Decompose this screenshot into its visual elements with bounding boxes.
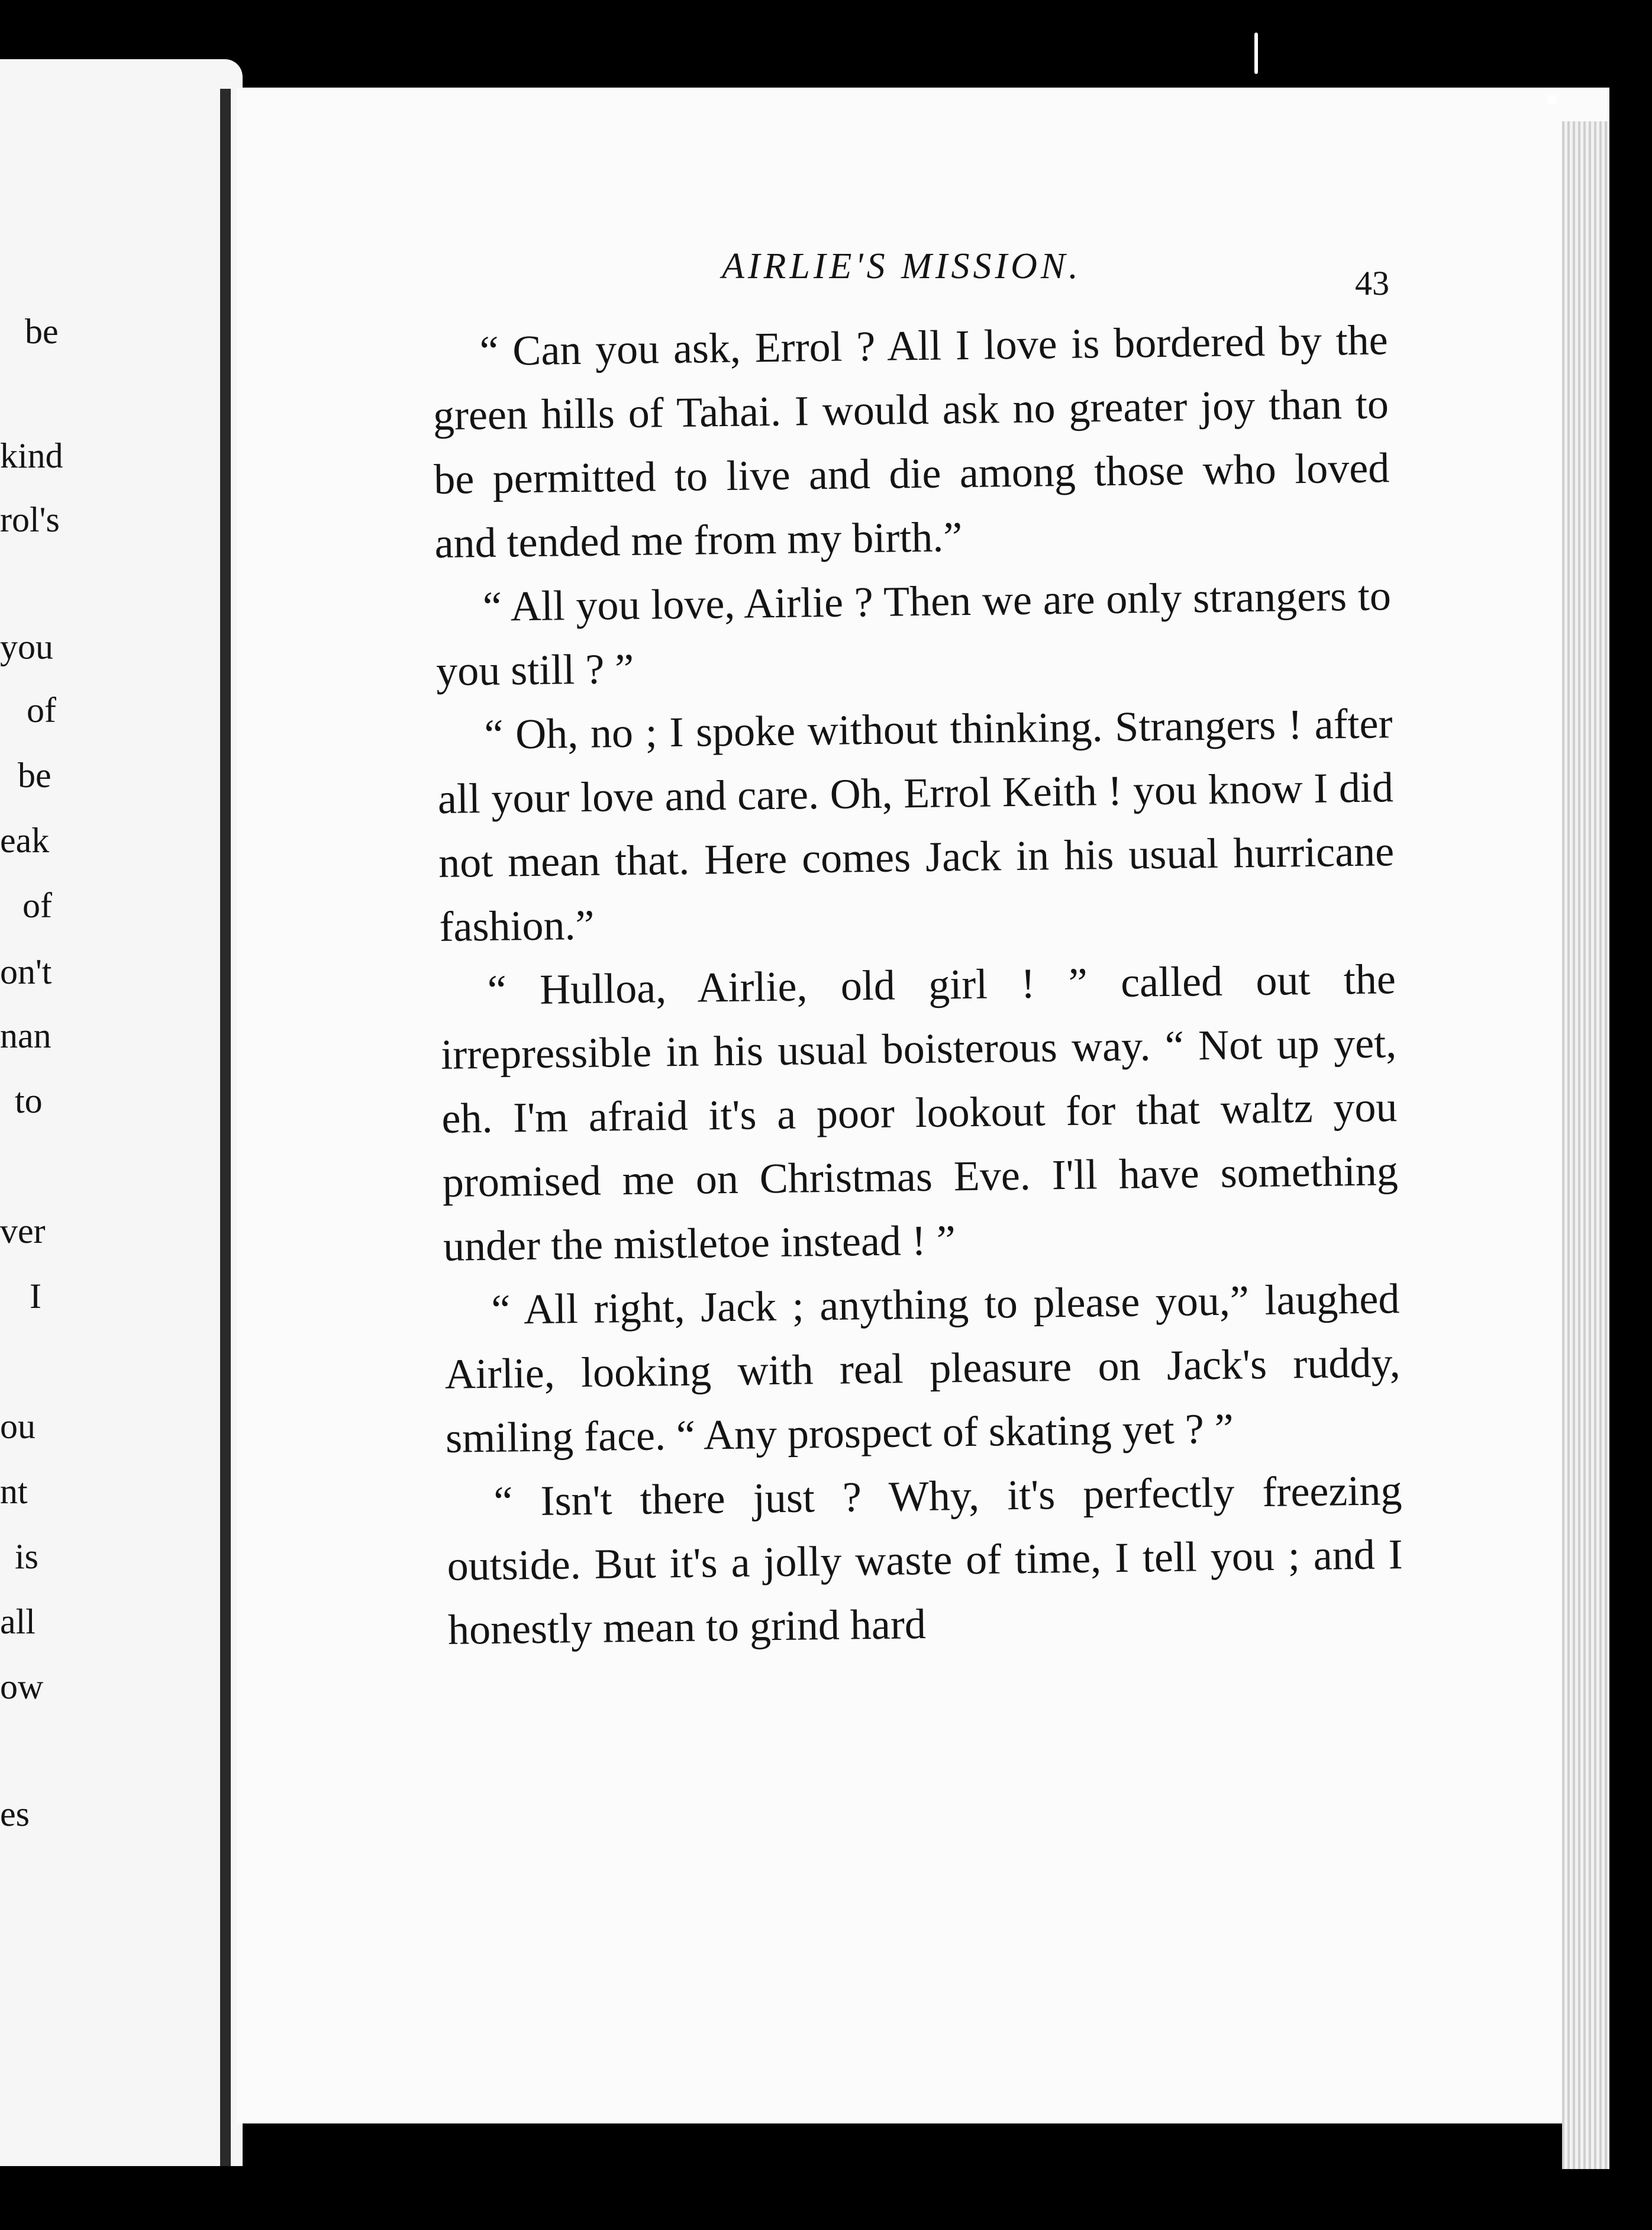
left-page-fragment: nan	[0, 1016, 51, 1055]
left-page-fragment: of	[27, 691, 56, 730]
left-page-fragment: you	[0, 627, 53, 666]
left-page-fragment: be	[25, 312, 59, 351]
running-header: AIRLIE'S MISSION.	[722, 246, 1082, 286]
left-page-fragment: of	[22, 886, 52, 925]
left-page-fragment: be	[18, 756, 51, 795]
left-page-fragment: is	[15, 1537, 39, 1576]
paragraph: “ Isn't there just ? Why, it's perfectly freezing outside. But it's a jolly waste of time, I tell you ; and I honestly mean to grind hard	[447, 1467, 1403, 1654]
left-page-fragment: ou	[0, 1407, 36, 1446]
left-page-fragment: rol's	[0, 500, 60, 539]
left-page-fragment: es	[0, 1794, 30, 1833]
paragraph: “ All right, Jack ; anything to please you,” laughed Airlie, looking with real pleasure on Jack's ruddy, smiling face. “ Any prospect of skating yet ? ”	[444, 1275, 1401, 1462]
paragraph: “ Hulloa, Airlie, old girl ! ” called out the irrepressible in his usual boisterous way. “ Not up yet, eh. I'm afraid it's a poor lookout for that waltz you promised me on Christmas Eve. I'll have something under the mistletoe instead ! ”	[440, 955, 1399, 1270]
left-page-fragment: to	[15, 1081, 43, 1120]
left-page-fragment: all	[0, 1602, 36, 1641]
paragraph: “ All you love, Airlie ? Then we are only strangers to you still ? ”	[435, 572, 1392, 695]
left-page-fragment: ver	[0, 1211, 46, 1251]
scan-speck	[1547, 95, 1557, 104]
page-edge-stack	[1562, 121, 1609, 2169]
left-page-fragment: on't	[0, 952, 52, 991]
left-page-fragment: ow	[0, 1667, 44, 1706]
page-number: 43	[1355, 264, 1389, 302]
book-gutter	[220, 89, 231, 2166]
paragraph: “ Can you ask, Errol ? All I love is bordered by the green hills of Tahai. I would ask no greater joy than to be permitted to live and die among those who loved and tended me from my birth.”	[433, 316, 1390, 567]
left-page-fragment: kind	[0, 436, 63, 475]
scan-speck	[1254, 33, 1258, 74]
left-page-fragment: eak	[0, 821, 50, 860]
left-page-fragment: nt	[0, 1472, 28, 1511]
paragraph: “ Oh, no ; I spoke without thinking. Strangers ! after all your love and care. Oh, Errol Keith ! you know I did not mean that. Here comes Jack in his usual hurricane fashion.”	[437, 700, 1395, 950]
left-page-fragment: I	[30, 1277, 41, 1316]
body-text	[432, 308, 1404, 1662]
